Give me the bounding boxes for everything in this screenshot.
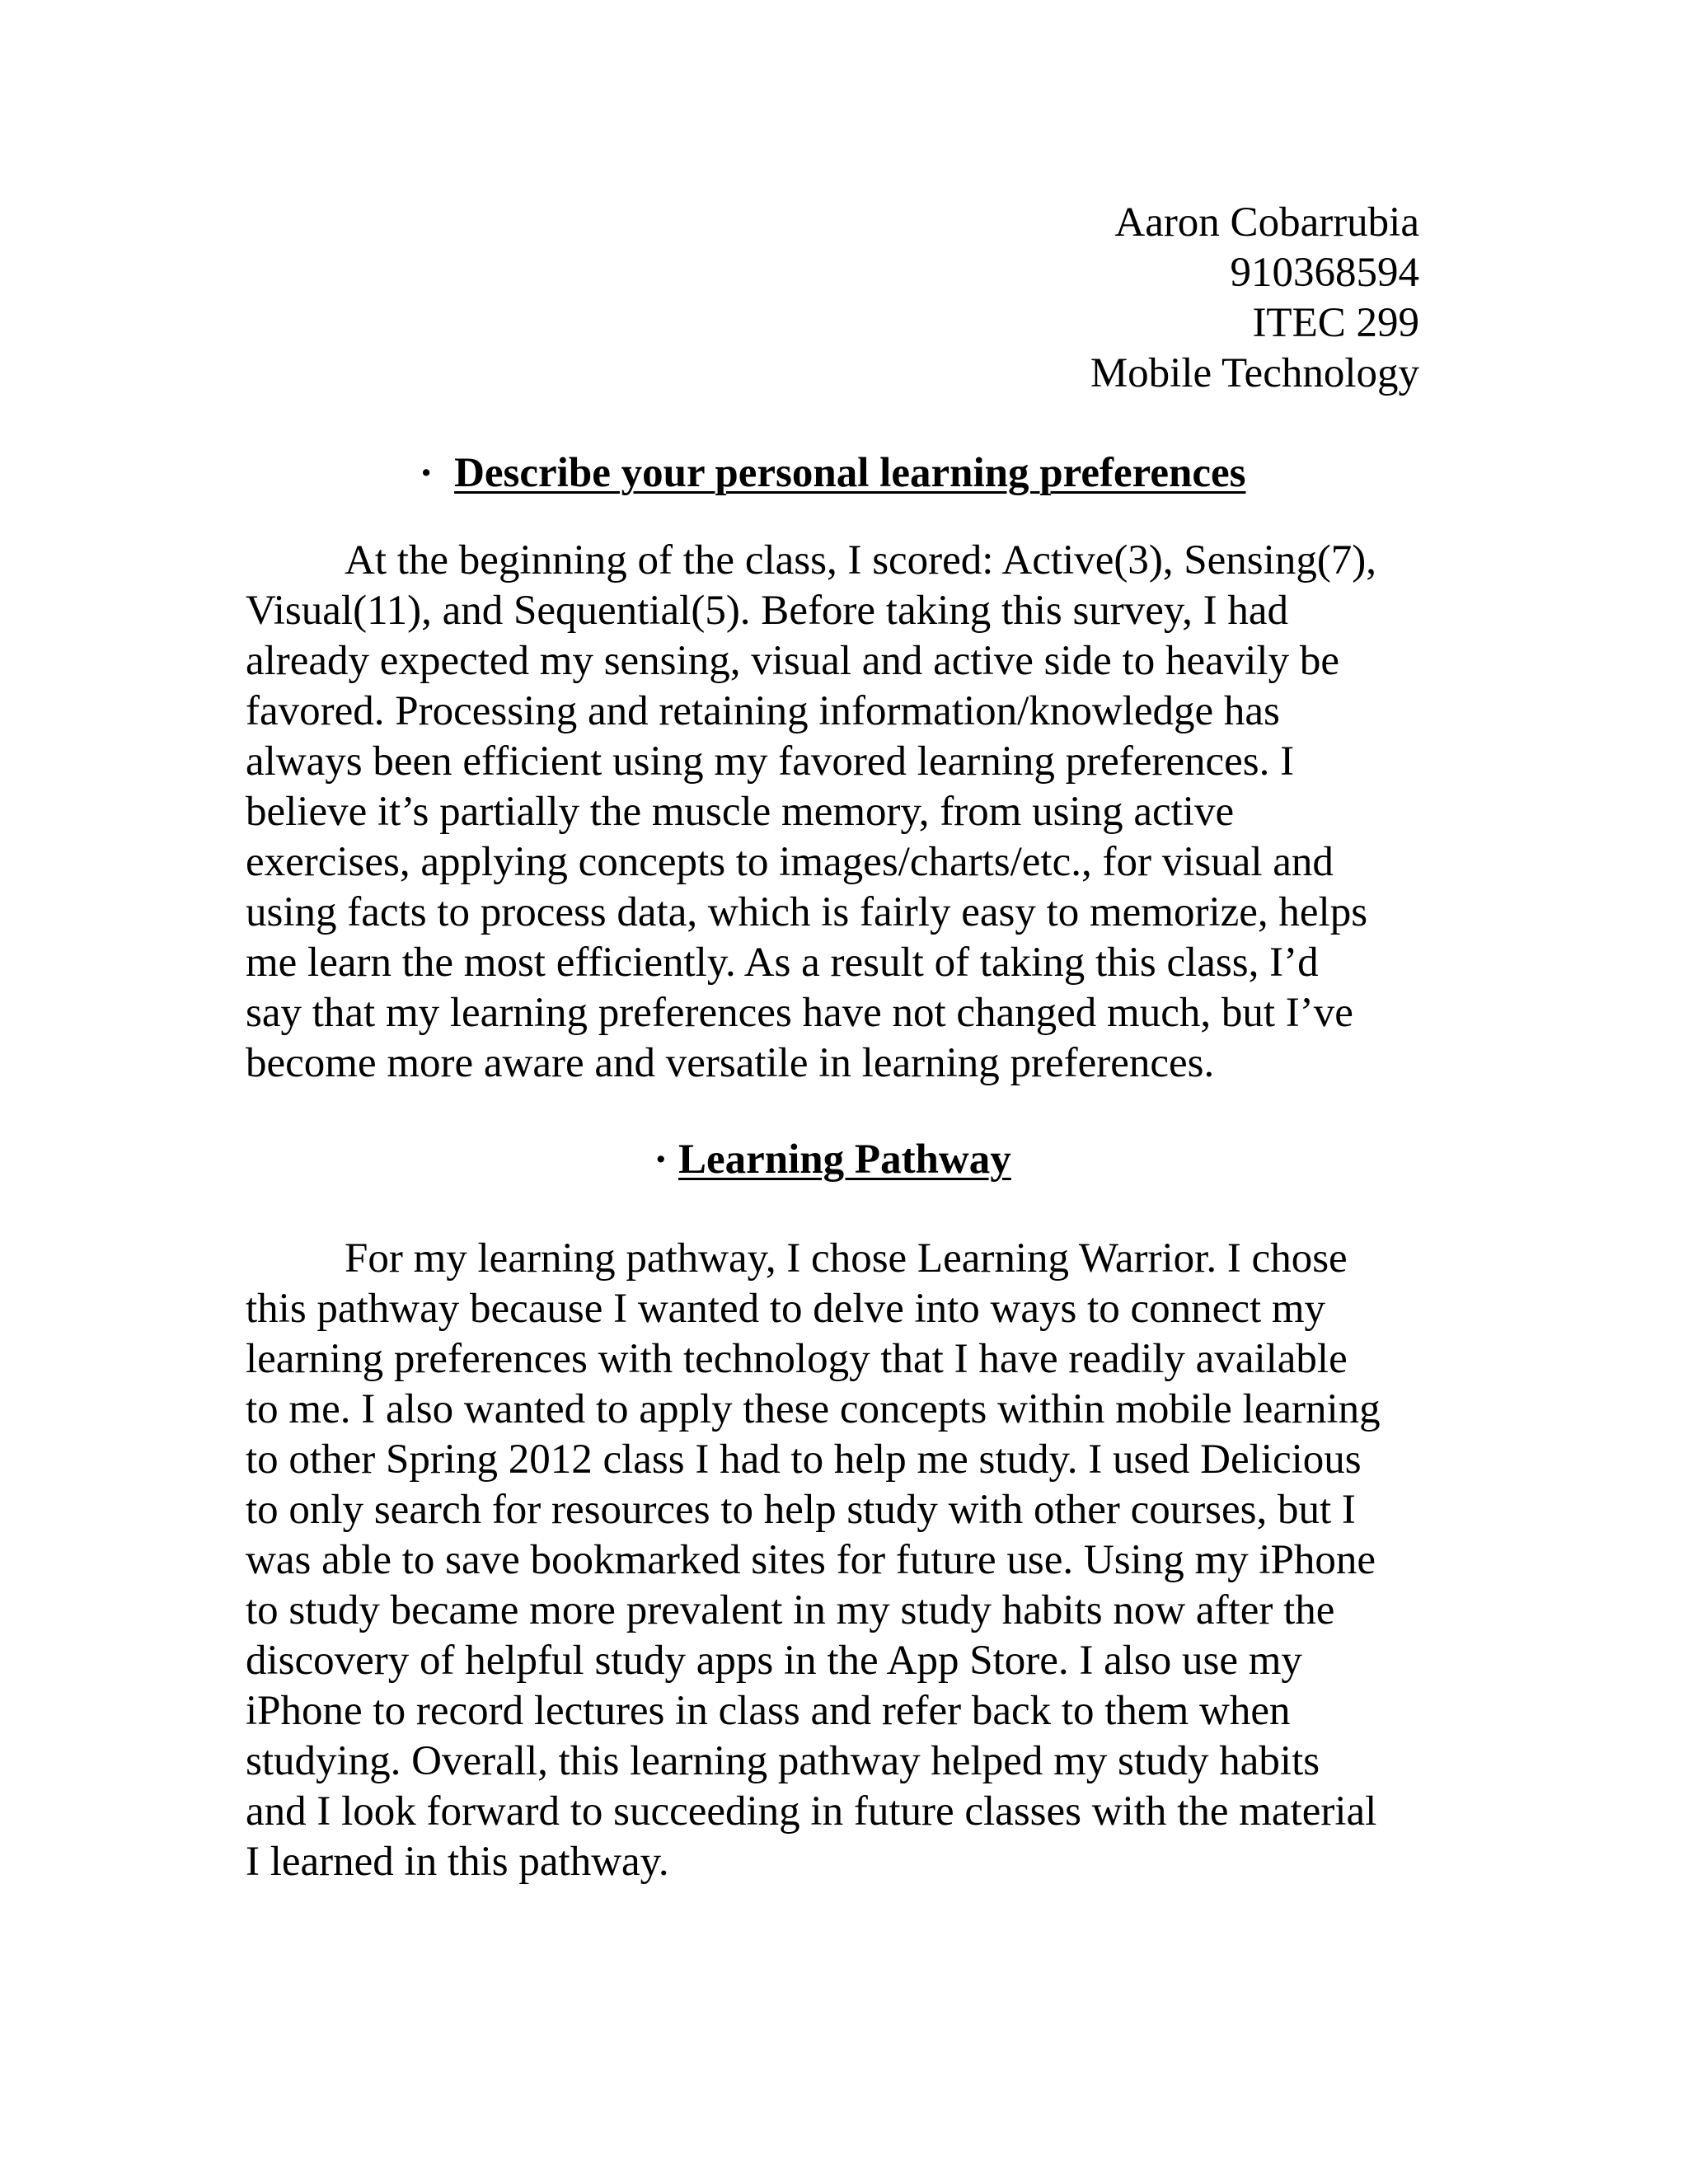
paragraph-pathway: [246, 1234, 1449, 1887]
paragraph-line: to other Spring 2012 class I had to help me study. I used Delicious: [246, 1436, 1362, 1483]
paragraph-line: become more aware and versatile in learning preferences.: [246, 1040, 1215, 1086]
paragraph-line: At the beginning of the class, I scored: Active(3), Sensing(7),: [345, 537, 1377, 583]
paragraph-line: and I look forward to succeeding in future classes with the material: [246, 1788, 1377, 1835]
paragraph-line: already expected my sensing, visual and active side to heavily be: [246, 638, 1339, 684]
paragraph-line: studying. Overall, this learning pathway helped my study habits: [246, 1738, 1320, 1784]
paragraph-preferences: [246, 536, 1449, 1089]
student-id: 910368594: [1230, 250, 1419, 296]
paragraph-line: this pathway because I wanted to delve into ways to connect my: [246, 1286, 1326, 1332]
section-heading-preferences: [246, 448, 1419, 499]
paragraph-line: discovery of helpful study apps in the App Store. I also use my: [246, 1638, 1302, 1684]
paragraph-line: learning preferences with technology that I have readily available: [246, 1336, 1348, 1382]
paragraph-line: believe it’s partially the muscle memory, from using active: [246, 789, 1235, 835]
paragraph-line: say that my learning preferences have not changed much, but I’ve: [246, 990, 1353, 1036]
heading-text: Learning Pathway: [678, 1137, 1011, 1183]
paragraph-line: I learned in this pathway.: [246, 1839, 669, 1885]
course-topic: Mobile Technology: [1090, 350, 1419, 396]
paragraph-line: iPhone to record lectures in class and refer back to them when: [246, 1688, 1291, 1734]
heading-text: Describe your personal learning preferences: [454, 450, 1246, 496]
paragraph-line: to study became more prevalent in my study habits now after the: [246, 1587, 1335, 1633]
paragraph-line: Visual(11), and Sequential(5). Before taking this survey, I had: [246, 588, 1288, 634]
paragraph-line: to only search for resources to help study with other courses, but I: [246, 1487, 1356, 1533]
author-name: Aaron Cobarrubia: [1114, 199, 1419, 246]
paragraph-line: to me. I also wanted to apply these concepts within mobile learning: [246, 1386, 1381, 1432]
paragraph-line: always been efficient using my favored learning preferences. I: [246, 738, 1295, 785]
paragraph-line: me learn the most efficiently. As a result of taking this class, I’d: [246, 940, 1319, 986]
paragraph-line: favored. Processing and retaining information/knowledge has: [246, 688, 1280, 734]
section-heading-pathway: [246, 1135, 1419, 1185]
bullet-marker: ·: [419, 450, 434, 496]
paragraph-line: was able to save bookmarked sites for future use. Using my iPhone: [246, 1537, 1376, 1583]
paragraph-line: using facts to process data, which is fairly easy to memorize, helps: [246, 889, 1368, 935]
bullet-marker: ·: [654, 1137, 668, 1183]
paragraph-line: exercises, applying concepts to images/charts/etc., for visual and: [246, 839, 1334, 885]
paragraph-line: For my learning pathway, I chose Learning Warrior. I chose: [345, 1235, 1348, 1282]
author-header: [1090, 198, 1419, 399]
course-code: ITEC 299: [1252, 300, 1419, 346]
